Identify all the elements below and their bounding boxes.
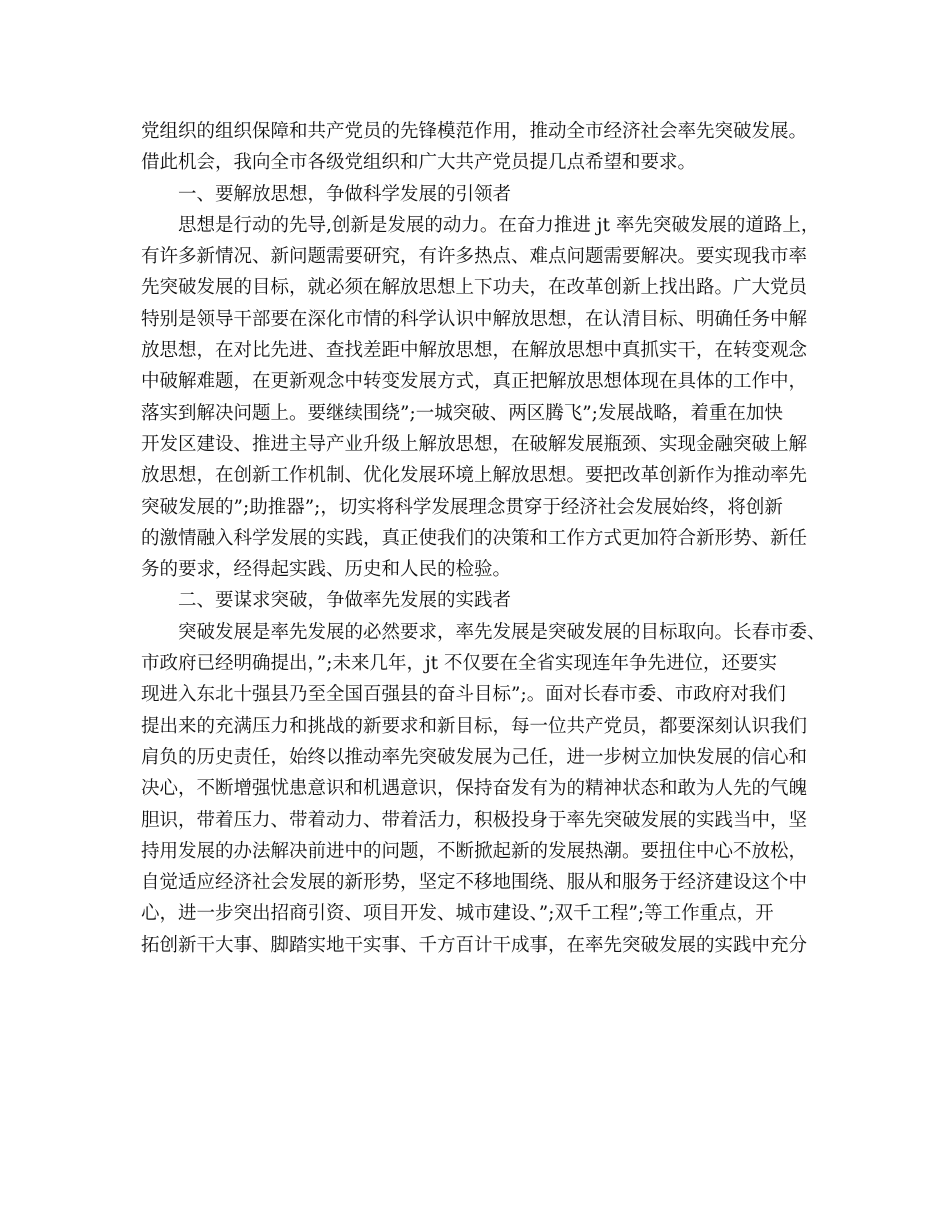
text-line: 持用发展的办法解决前进中的问题，不断掀起新的发展热潮。要扭住中心不放松， — [141, 840, 808, 862]
text-line: 自觉适应经济社会发展的新形势，坚定不移地围绕、服从和服务于经济建设这个中 — [141, 872, 808, 894]
text-line: 放思想，在创新工作机制、优化发展环境上解放思想。要把改革创新作为推动率先 — [141, 465, 808, 487]
paragraph-first-line: 二、要谋求突破，争做率先发展的实践者 — [178, 590, 512, 612]
paragraph-first-line: 思想是行动的先导,创新是发展的动力。在奋力推进 jt 率先突破发展的道路上， — [178, 214, 820, 236]
text-line: 肩负的历史责任，始终以推动率先突破发展为己任，进一步树立加快发展的信心和 — [141, 746, 808, 768]
text-line: 务的要求，经得起实践、历史和人民的检验。 — [141, 559, 512, 581]
text-line: 市政府已经明确提出，”;未来几年，jt 不仅要在全省实现连年争先进位，还要实 — [141, 653, 777, 675]
text-line: 开发区建设、推进主导产业升级上解放思想，在破解发展瓶颈、实现金融突破上解 — [141, 433, 808, 455]
text-line: 决心，不断增强忧患意识和机遇意识，保持奋发有为的精神状态和敢为人先的气魄 — [141, 778, 808, 800]
text-line: 落实到解决问题上。要继续围绕”;一城突破、两区腾飞”;发展战略，着重在加快 — [141, 402, 783, 424]
text-line: 放思想，在对比先进、查找差距中解放思想，在解放思想中真抓实干，在转变观念 — [141, 340, 808, 362]
text-line: 特别是领导干部要在深化市情的科学认识中解放思想，在认清目标、明确任务中解 — [141, 308, 808, 330]
text-line: 胆识，带着压力、带着动力、带着活力，积极投身于率先突破发展的实践当中，坚 — [141, 809, 808, 831]
paragraph-first-line: 一、要解放思想，争做科学发展的引领者 — [178, 183, 512, 205]
text-line: 现进入东北十强县乃至全国百强县的奋斗目标”;。面对长春市委、市政府对我们 — [141, 684, 786, 706]
text-line: 借此机会，我向全市各级党组织和广大共产党员提几点希望和要求。 — [141, 152, 697, 174]
text-line: 先突破发展的目标，就必须在解放思想上下功夫，在改革创新上找出路。广大党员 — [141, 277, 808, 299]
text-line: 提出来的充满压力和挑战的新要求和新目标，每一位共产党员，都要深刻认识我们 — [141, 715, 808, 737]
text-line: 的激情融入科学发展的实践，真正使我们的决策和工作方式更加符合新形势、新任 — [141, 527, 808, 549]
text-line: 党组织的组织保障和共产党员的先锋模范作用，推动全市经济社会率先突破发展。 — [141, 121, 808, 142]
text-line: 突破发展的”;助推器”;，切实将科学发展理念贯穿于经济社会发展始终，将创新 — [141, 496, 783, 518]
paragraph-first-line: 突破发展是率先发展的必然要求，率先发展是突破发展的目标取向。长春市委、 — [178, 621, 826, 643]
text-line: 有许多新情况、新问题需要研究，有许多热点、难点问题需要解决。要实现我市率 — [141, 246, 808, 268]
text-line: 拓创新干大事、脚踏实地干实事、千方百计干成事，在率先突破发展的实践中充分 — [141, 934, 808, 956]
document-body — [141, 116, 831, 961]
text-line: 中破解难题，在更新观念中转变发展方式，真正把解放思想体现在具体的工作中， — [141, 371, 808, 393]
text-line: 心，进一步突出招商引资、项目开发、城市建设、”;双千工程”;等工作重点，开 — [141, 903, 774, 925]
